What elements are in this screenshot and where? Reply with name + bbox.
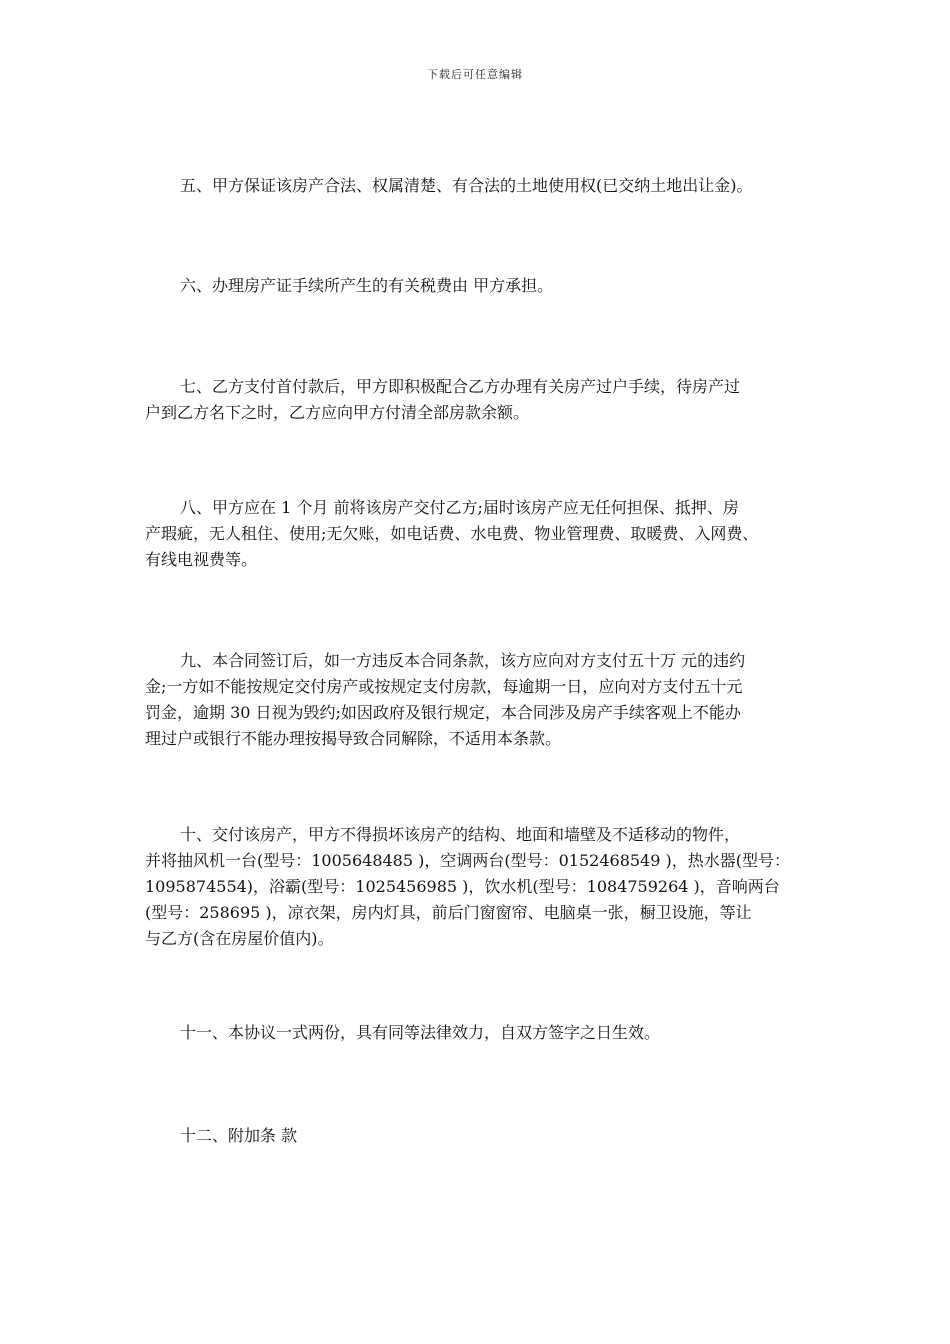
- clause-9: [145, 648, 815, 752]
- page-header: 下载后可任意编辑: [427, 68, 523, 81]
- clause-line: 罚金，逾期 30 日视为毁约;如因政府及银行规定，本合同涉及房产手续客观上不能办: [145, 703, 741, 722]
- clause-line: 并将抽风机一台(型号：1005648485 )，空调两台(型号：0152468549 )，热水器(型号：: [145, 851, 790, 870]
- clause-line: 户到乙方名下之时，乙方应向甲方付清全部房款余额。: [145, 403, 530, 422]
- clause-8: [145, 495, 815, 573]
- clause-6: [145, 273, 815, 299]
- clause-line: 五、甲方保证该房产合法、权属清楚、有合法的土地使用权(已交纳土地出让金)。: [180, 176, 753, 195]
- clause-11: [145, 1020, 815, 1046]
- clause-line: 与乙方(含在房屋价值内)。: [145, 929, 334, 948]
- clause-line: 十一、本协议一式两份，具有同等法律效力，自双方签字之日生效。: [180, 1023, 661, 1042]
- clause-line: 产瑕疵，无人租住、使用;无欠账，如电话费、水电费、物业管理费、取暖费、入网费、: [145, 524, 759, 543]
- clause-line: 十二、附加条 款: [180, 1126, 298, 1145]
- clause-12: [145, 1123, 815, 1149]
- clause-7: [145, 374, 815, 426]
- clause-line: 九、本合同签订后，如一方违反本合同条款，该方应向对方支付五十万 元的违约: [180, 651, 746, 670]
- clause-line: 1095874554)，浴霸(型号：1025456985 )，饮水机(型号：1084759264 )，音响两台: [145, 877, 780, 896]
- clause-line: 七、乙方支付首付款后，甲方即积极配合乙方办理有关房产过户手续，待房产过: [180, 377, 741, 396]
- clause-line: 十、交付该房产，甲方不得损坏该房产的结构、地面和墙壁及不适移动的物件，: [180, 825, 741, 844]
- clause-line: 有线电视费等。: [145, 550, 258, 569]
- clause-line: 理过户或银行不能办理按揭导致合同解除，不适用本条款。: [145, 729, 562, 748]
- clause-line: 金;一方如不能按规定交付房产或按规定支付房款，每逾期一日，应向对方支付五十元: [145, 677, 743, 696]
- clause-line: (型号：258695 )，凉衣架，房内灯具，前后门窗窗帘、电脑桌一张，橱卫设施，等让: [145, 903, 752, 922]
- clause-5: [145, 173, 815, 199]
- clause-line: 八、甲方应在 1 个月 前将该房产交付乙方;届时该房产应无任何担保、抵押、房: [180, 498, 739, 517]
- clause-10: [145, 822, 815, 952]
- clause-line: 六、办理房产证手续所产生的有关税费由 甲方承担。: [180, 276, 554, 295]
